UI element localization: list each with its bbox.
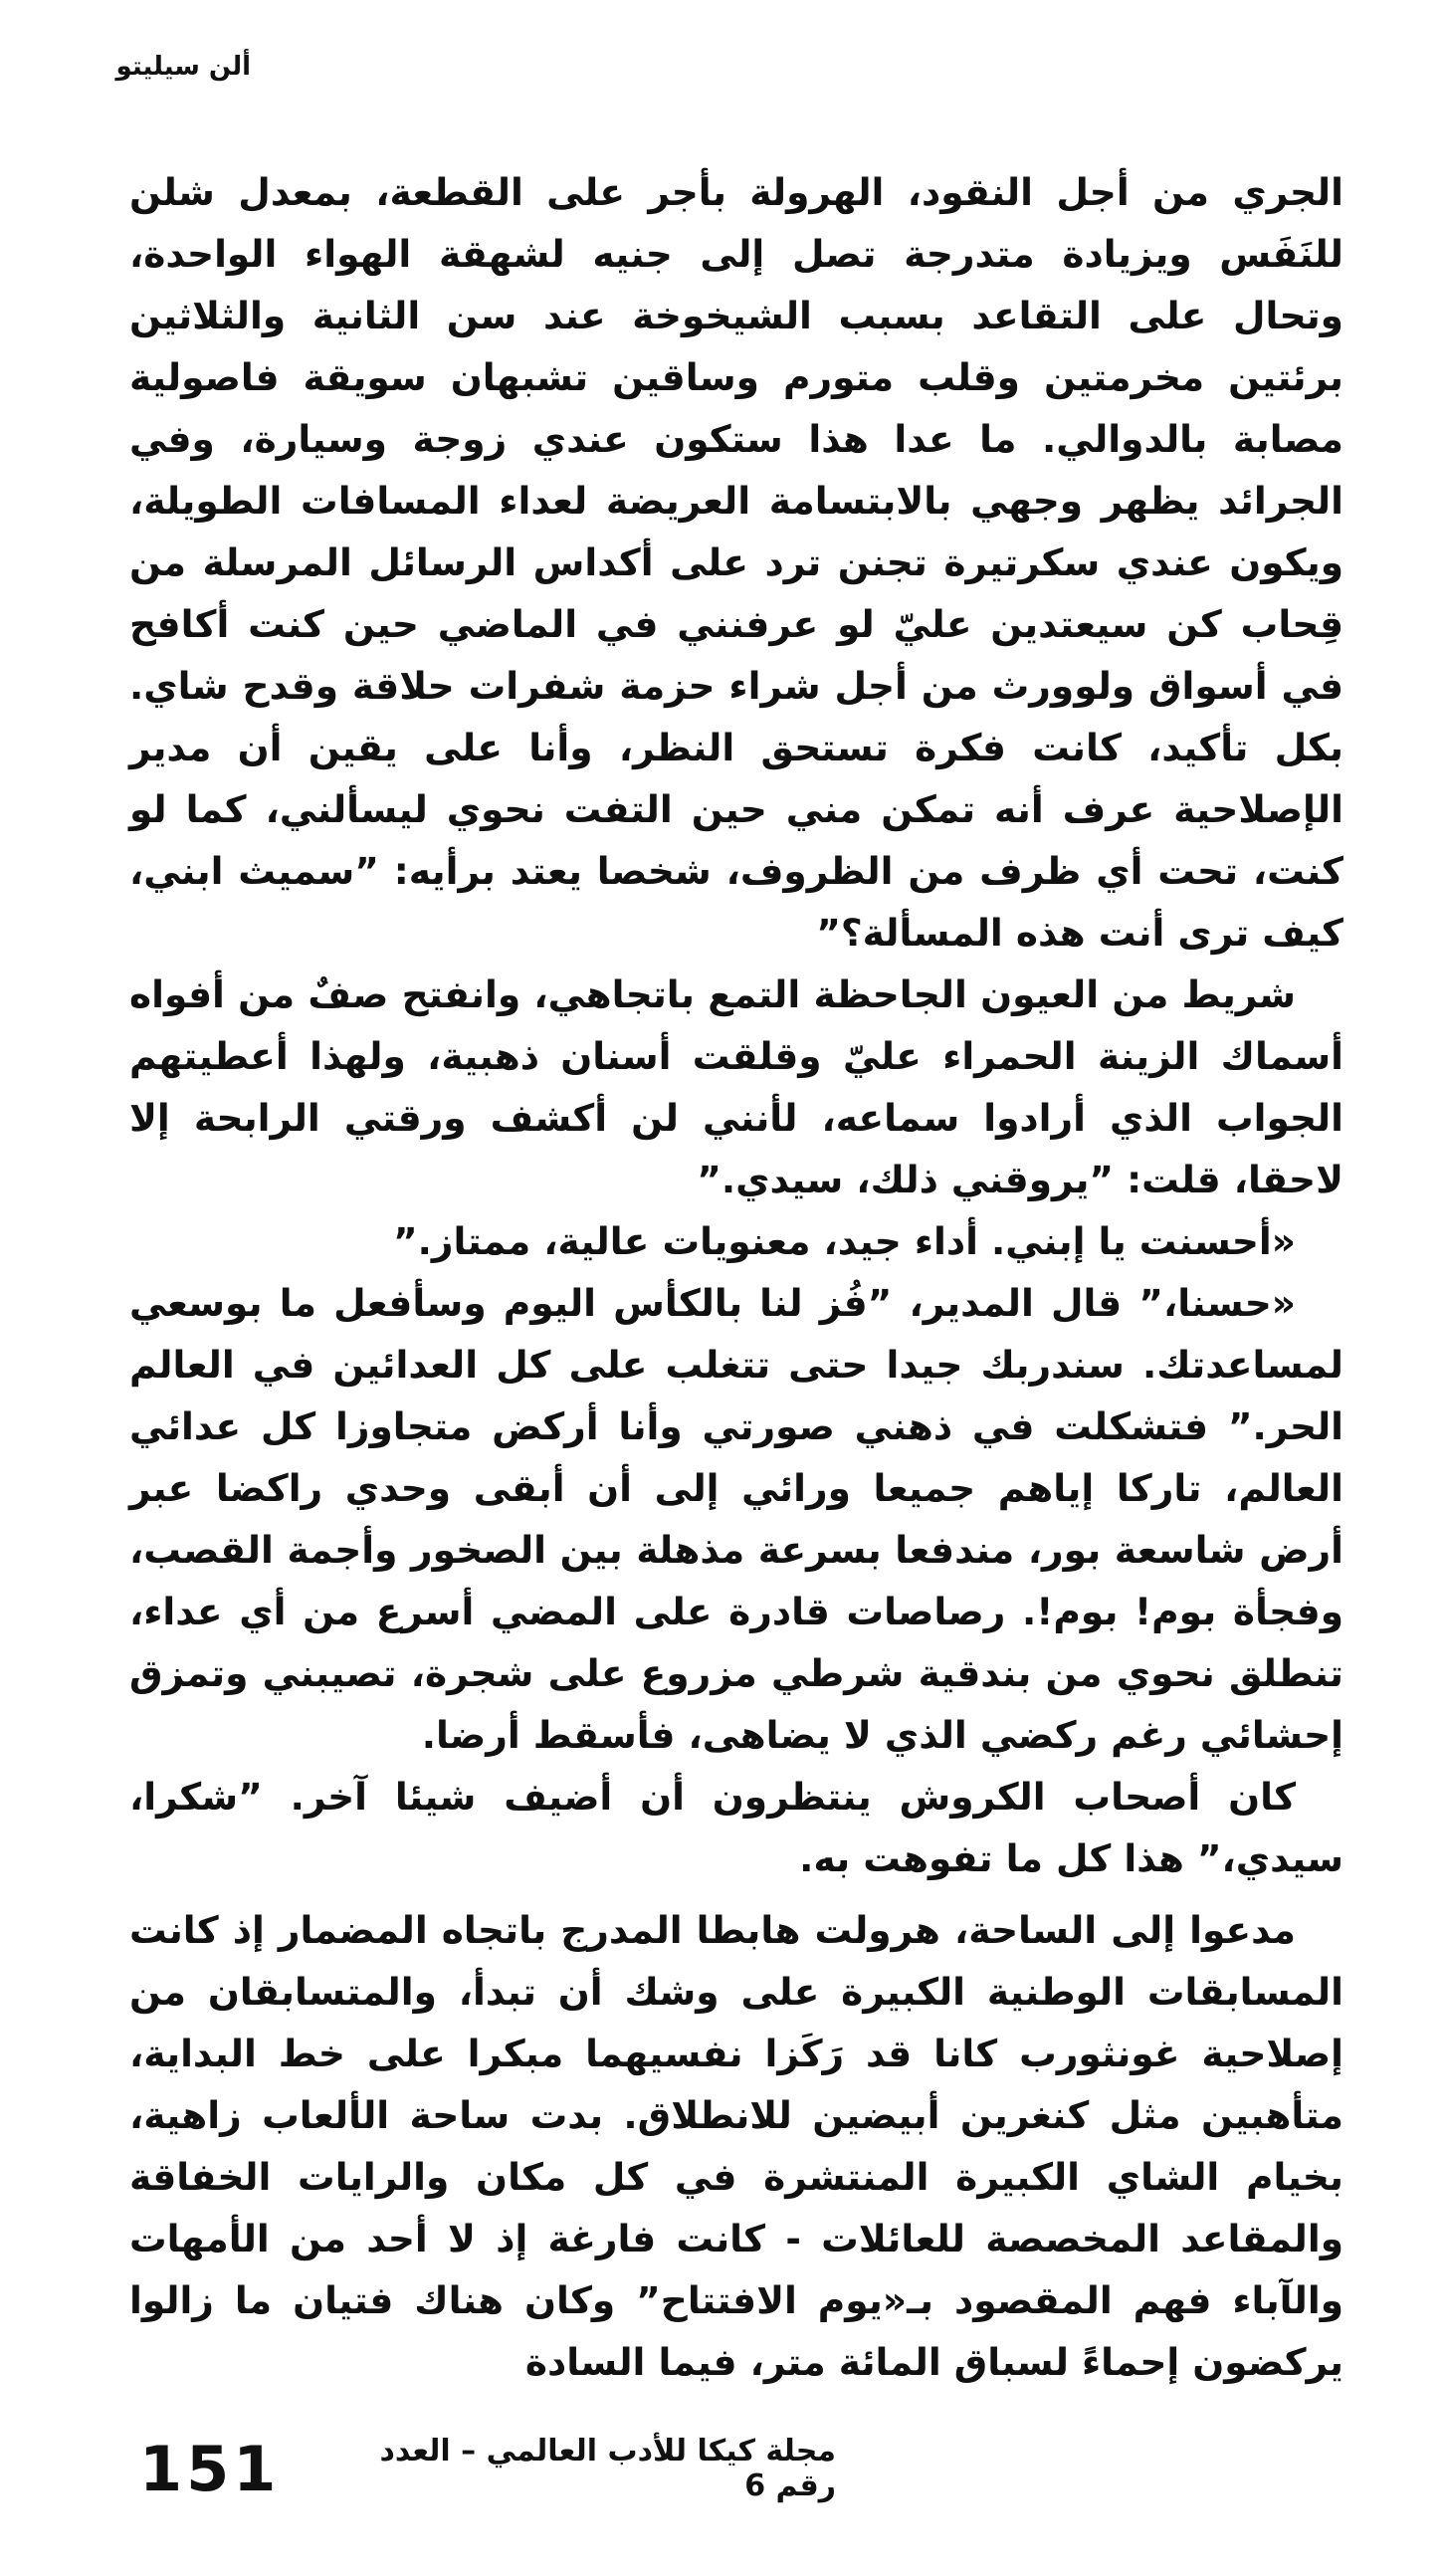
paragraph: «حسنا،” قال المدير، ”فُز لنا بالكأس اليوم وسأفعل ما بوسعي لمساعدتك. سندربك جيدا حتى تتغلب على كل العدائين في العالم الحر.” فتشكلت في ذهني صورتي وأنا أركض متجاوزا كل عدائي العالم، تاركا إياهم جميعا ورائي إلى أن أبقى وحدي راكضا عبر أرض شاسعة بور، مندفعا بسرعة مذهلة بين الصخور وأجمة القصب، وفجأة بوم! بوم!. رصاصات قادرة على المضي أسرع من أي عداء، تنطلق نحوي من بندقية شرطي مزروع على شجرة، تصيبني وتمزق إحشائي رغم ركضي الذي لا يضاهى، فأسقط أرضا. [129, 1281, 1343, 1757]
paragraph: الجري من أجل النقود، الهرولة بأجر على القطعة، بمعدل شلن للنَفَس ويزيادة متدرجة تصل إلى جنيه لشهقة الهواء الواحدة، وتحال على التقاعد بسبب الشيخوخة عند سن الثانية والثلاثين برئتين مخرمتين وقلب متورم وساقين تشبهان سويقة فاصولية مصابة بالدوالي. ما عدا هذا ستكون عندي زوجة وسيارة، وفي الجرائد يظهر وجهي بالابتسامة العريضة لعداء المسافات الطويلة، ويكون عندي سكرتيرة تجنن ترد على أكداس الرسائل المرسلة من قِحاب كن سيعتدين عليّ لو عرفنني في الماضي حين كنت أكافح في أسواق ولوورث من أجل شراء حزمة شفرات حلاقة وقدح شاي. بكل تأكيد، كانت فكرة تستحق النظر، وأنا على يقين أن مدير الإصلاحية عرف أنه تمكن مني حين التفت نحوي ليسألني، كما لو كنت، تحت أي ظرف من الظروف، شخصا يعتد برأيه: ”سميث ابني، كيف ترى أنت هذه المسألة؟” [129, 170, 1343, 955]
article-body [129, 161, 1343, 2393]
paragraph: مدعوا إلى الساحة، هرولت هابطا المدرج باتجاه المضمار إذ كانت المسابقات الوطنية الكبيرة على وشك أن تبدأ، والمتسابقان من إصلاحية غونثورب كانا قد رَكَزا نفسيهما مبكرا على خط البداية، متأهبين مثل كنغرين أبيضين للانطلاق. بدت ساحة الألعاب زاهية، بخيام الشاي الكبيرة المنتشرة في كل مكان والرايات الخفاقة والمقاعد المخصصة للعائلات - كانت فارغة إذ لا أحد من الأمهات والآباء فهم المقصود بـ«يوم الافتتاح” وكان هناك فتيان ما زالوا يركضون إحماءً لسباق المائة متر، فيما السادة [129, 1908, 1343, 2384]
paragraph: شريط من العيون الجاحظة التمع باتجاهي، وانفتح صفٌ من أفواه أسماك الزينة الحمراء عليّ وقلقت أسنان ذهبية، ولهذا أعطيتهم الجواب الذي أرادوا سماعه، لأنني لن أكشف ورقتي الرابحة إلا لاحقا، قلت: ”يروقني ذلك، سيدي.” [129, 972, 1343, 1201]
paragraph: «أحسنت يا إبني. أداء جيد، معنويات عالية، ممتاز.” [393, 1219, 1296, 1263]
running-header-author: ألن سيليتو [115, 52, 251, 82]
paragraph: كان أصحاب الكروش ينتظرون أن أضيف شيئا آخر. ”شكرا، سيدي،” هذا كل ما تفوهت به. [129, 1775, 1343, 1880]
journal-title: مجلة كيكا للأدب العالمي – العدد رقم 6 [379, 2434, 836, 2503]
page-footer [139, 2434, 836, 2503]
page-number: 151 [139, 2432, 281, 2505]
